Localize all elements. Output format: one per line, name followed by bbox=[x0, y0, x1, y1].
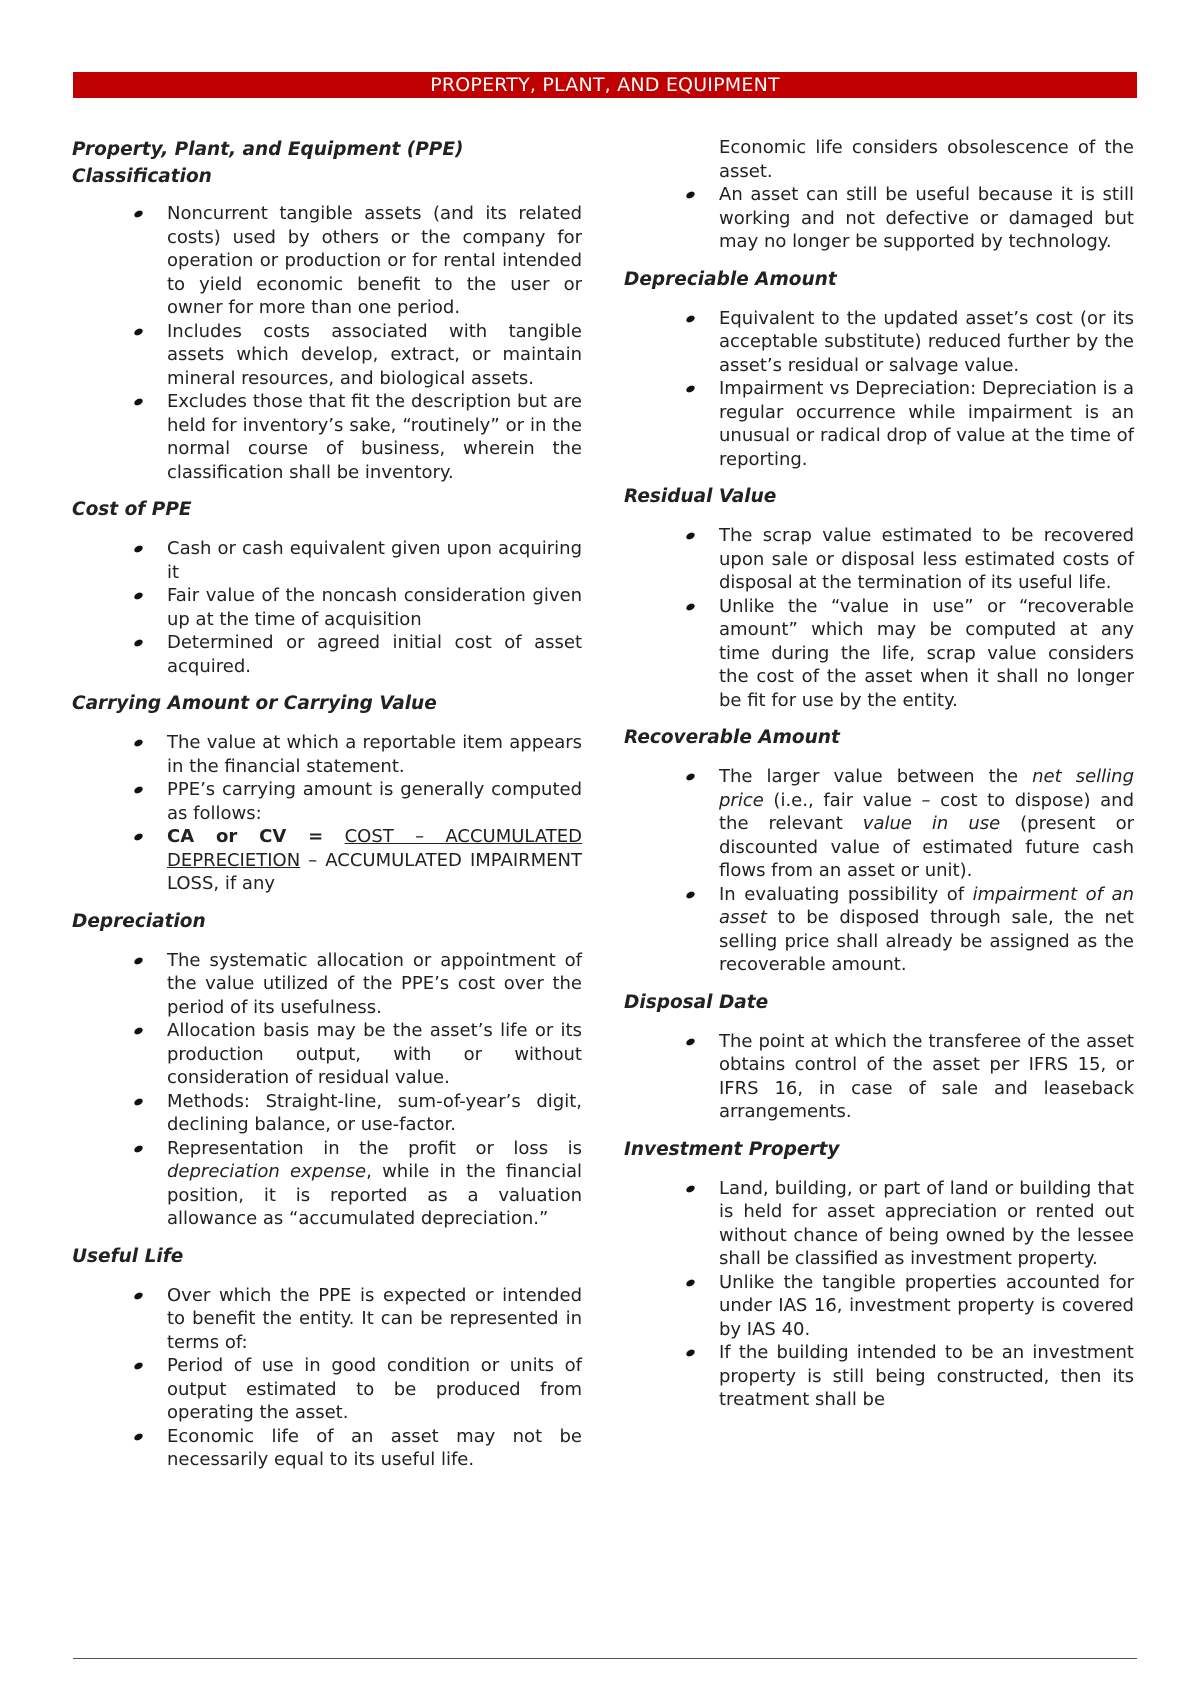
section-heading-investment: Investment Property bbox=[624, 1138, 840, 1160]
bullet-icon bbox=[133, 1291, 144, 1301]
list-item: Allocation basis may be the asset’s life or its production output, with or without consideration of residual value. bbox=[72, 1019, 582, 1090]
list-item: The larger value between the net selling price (i.e., fair value – cost to dispose) and the relevant value in use (present or discounted value of estimated future cash flows from an asset or unit). bbox=[624, 765, 1134, 883]
bullet-icon bbox=[133, 591, 144, 601]
disposal-list bbox=[624, 1030, 1134, 1124]
bullet-icon bbox=[685, 1348, 696, 1358]
list-item: Unlike the tangible properties accounted for under IAS 16, investment property is covered by IAS 40. bbox=[624, 1271, 1134, 1342]
footer-divider bbox=[73, 1658, 1137, 1659]
bullet-icon bbox=[685, 890, 696, 900]
heading-ppe-line1: Property, Plant, and Equipment (PPE) bbox=[72, 139, 464, 160]
list-item: Methods: Straight-line, sum-of-year’s digit, declining balance, or use-factor. bbox=[72, 1090, 582, 1137]
investment-list bbox=[624, 1177, 1134, 1412]
bullet-icon bbox=[685, 772, 696, 782]
section-heading-depreciation: Depreciation bbox=[72, 910, 206, 932]
list-item: Period of use in good condition or units of output estimated to be produced from operating the asset. bbox=[72, 1354, 582, 1425]
title-bar bbox=[73, 72, 1137, 98]
bullet-icon bbox=[133, 1361, 144, 1371]
section-heading-useful-life: Useful Life bbox=[72, 1245, 184, 1267]
list-item: Cash or cash equivalent given upon acquiring it bbox=[72, 537, 582, 584]
right-column bbox=[624, 136, 1134, 1424]
list-item: Unlike the “value in use” or “recoverable amount” which may be computed at any time during the life, scrap value considers the cost of the asset when it shall no longer be fit for use by the entity. bbox=[624, 595, 1134, 713]
bullet-icon bbox=[133, 397, 144, 407]
section-heading-ppe bbox=[72, 136, 582, 190]
list-item: The systematic allocation or appointment of the value utilized of the PPE’s cost over the period of its usefulness. bbox=[72, 949, 582, 1020]
classification-list bbox=[72, 202, 582, 484]
bullet-icon bbox=[685, 314, 696, 324]
formula-item bbox=[72, 825, 582, 896]
bullet-icon bbox=[133, 638, 144, 648]
left-column bbox=[72, 136, 582, 1484]
formula-sep: – bbox=[300, 849, 326, 871]
section-heading-disposal: Disposal Date bbox=[624, 991, 769, 1013]
list-item: Fair value of the noncash consideration given up at the time of acquisition bbox=[72, 584, 582, 631]
list-item: Impairment vs Depreciation: Depreciation is a regular occurrence while impairment is an unusual or radical drop of value at the time of reporting. bbox=[624, 377, 1134, 471]
bullet-icon bbox=[133, 738, 144, 748]
useful-life-list bbox=[72, 1284, 582, 1472]
bullet-icon bbox=[133, 209, 144, 219]
section-heading-residual: Residual Value bbox=[624, 486, 777, 507]
section-heading-recoverable: Recoverable Amount bbox=[624, 727, 840, 748]
list-item: The value at which a reportable item appears in the financial statement. bbox=[72, 731, 582, 778]
list-item: In evaluating possibility of impairment of an asset to be disposed through sale, the net selling price shall already be assigned as the recoverable amount. bbox=[624, 883, 1134, 977]
bullet-icon bbox=[685, 602, 696, 612]
bullet-icon bbox=[133, 1144, 144, 1154]
list-item: Over which the PPE is expected or intended to benefit the entity. It can be represented in terms of: bbox=[72, 1284, 582, 1355]
bullet-icon bbox=[133, 832, 144, 842]
page-title: PROPERTY, PLANT, AND EQUIPMENT bbox=[430, 74, 780, 96]
bullet-icon bbox=[685, 531, 696, 541]
depreciation-list bbox=[72, 949, 582, 1231]
bullet-icon bbox=[133, 1432, 144, 1442]
list-item: Noncurrent tangible assets (and its related costs) used by others or the company for operation or production or for rental intended to yield economic benefit to the user or owner for more than one period. bbox=[72, 202, 582, 320]
list-item: The scrap value estimated to be recovered upon sale or disposal less estimated costs of disposal at the termination of its useful life. bbox=[624, 524, 1134, 595]
continued-text: Economic life considers obsolescence of the asset. bbox=[719, 137, 1134, 182]
bullet-icon bbox=[685, 384, 696, 394]
recoverable-list bbox=[624, 765, 1134, 977]
residual-list bbox=[624, 524, 1134, 712]
formula-part1: COST – ACCUMULATED DEPRECIETION bbox=[167, 826, 582, 871]
formula-part2: ACCUMULATED IMPAIRMENT LOSS, if any bbox=[167, 849, 582, 894]
list-item: Land, building, or part of land or building that is held for asset appreciation or rented out without chance of being owned by the lessee shall be classified as investment property. bbox=[624, 1177, 1134, 1271]
cost-list bbox=[72, 537, 582, 678]
continuation-list bbox=[624, 183, 1134, 254]
section-heading-depreciable: Depreciable Amount bbox=[624, 268, 837, 290]
list-item: Includes costs associated with tangible assets which develop, extract, or maintain mineral resources, and biological assets. bbox=[72, 320, 582, 391]
bullet-icon bbox=[133, 1097, 144, 1107]
list-item: PPE’s carrying amount is generally computed as follows: bbox=[72, 778, 582, 825]
list-item: Economic life of an asset may not be necessarily equal to its useful life. bbox=[72, 1425, 582, 1472]
carrying-list bbox=[72, 731, 582, 896]
formula-lhs: CA or CV = bbox=[167, 826, 324, 847]
section-heading-cost: Cost of PPE bbox=[72, 499, 192, 520]
section-heading-carrying: Carrying Amount or Carrying Value bbox=[72, 693, 437, 714]
list-item: If the building intended to be an investment property is still being constructed, then its treatment shall be bbox=[624, 1341, 1134, 1412]
list-item: The point at which the transferee of the asset obtains control of the asset per IFRS 15, or IFRS 16, in case of sale and leaseback arrangements. bbox=[624, 1030, 1134, 1124]
list-item: Determined or agreed initial cost of asset acquired. bbox=[72, 631, 582, 678]
bullet-icon bbox=[133, 785, 144, 795]
bullet-icon bbox=[685, 1037, 696, 1047]
list-item: An asset can still be useful because it is still working and not defective or damaged but may no longer be supported by technology. bbox=[624, 183, 1134, 254]
bullet-icon bbox=[685, 1278, 696, 1288]
bullet-icon bbox=[133, 956, 144, 966]
heading-classification: Classification bbox=[72, 166, 212, 187]
depreciable-list bbox=[624, 307, 1134, 472]
list-item: Equivalent to the updated asset’s cost (or its acceptable substitute) reduced further by the asset’s residual or salvage value. bbox=[624, 307, 1134, 378]
bullet-icon bbox=[685, 190, 696, 200]
list-item: Representation in the profit or loss is depreciation expense, while in the financial position, it is reported as a valuation allowance as “accumulated depreciation.” bbox=[72, 1137, 582, 1231]
bullet-icon bbox=[133, 544, 144, 554]
bullet-icon bbox=[133, 1026, 144, 1036]
bullet-icon bbox=[685, 1184, 696, 1194]
bullet-icon bbox=[133, 327, 144, 337]
list-item: Excludes those that fit the description but are held for inventory’s sake, “routinely” or in the normal course of business, wherein the classification shall be inventory. bbox=[72, 390, 582, 484]
